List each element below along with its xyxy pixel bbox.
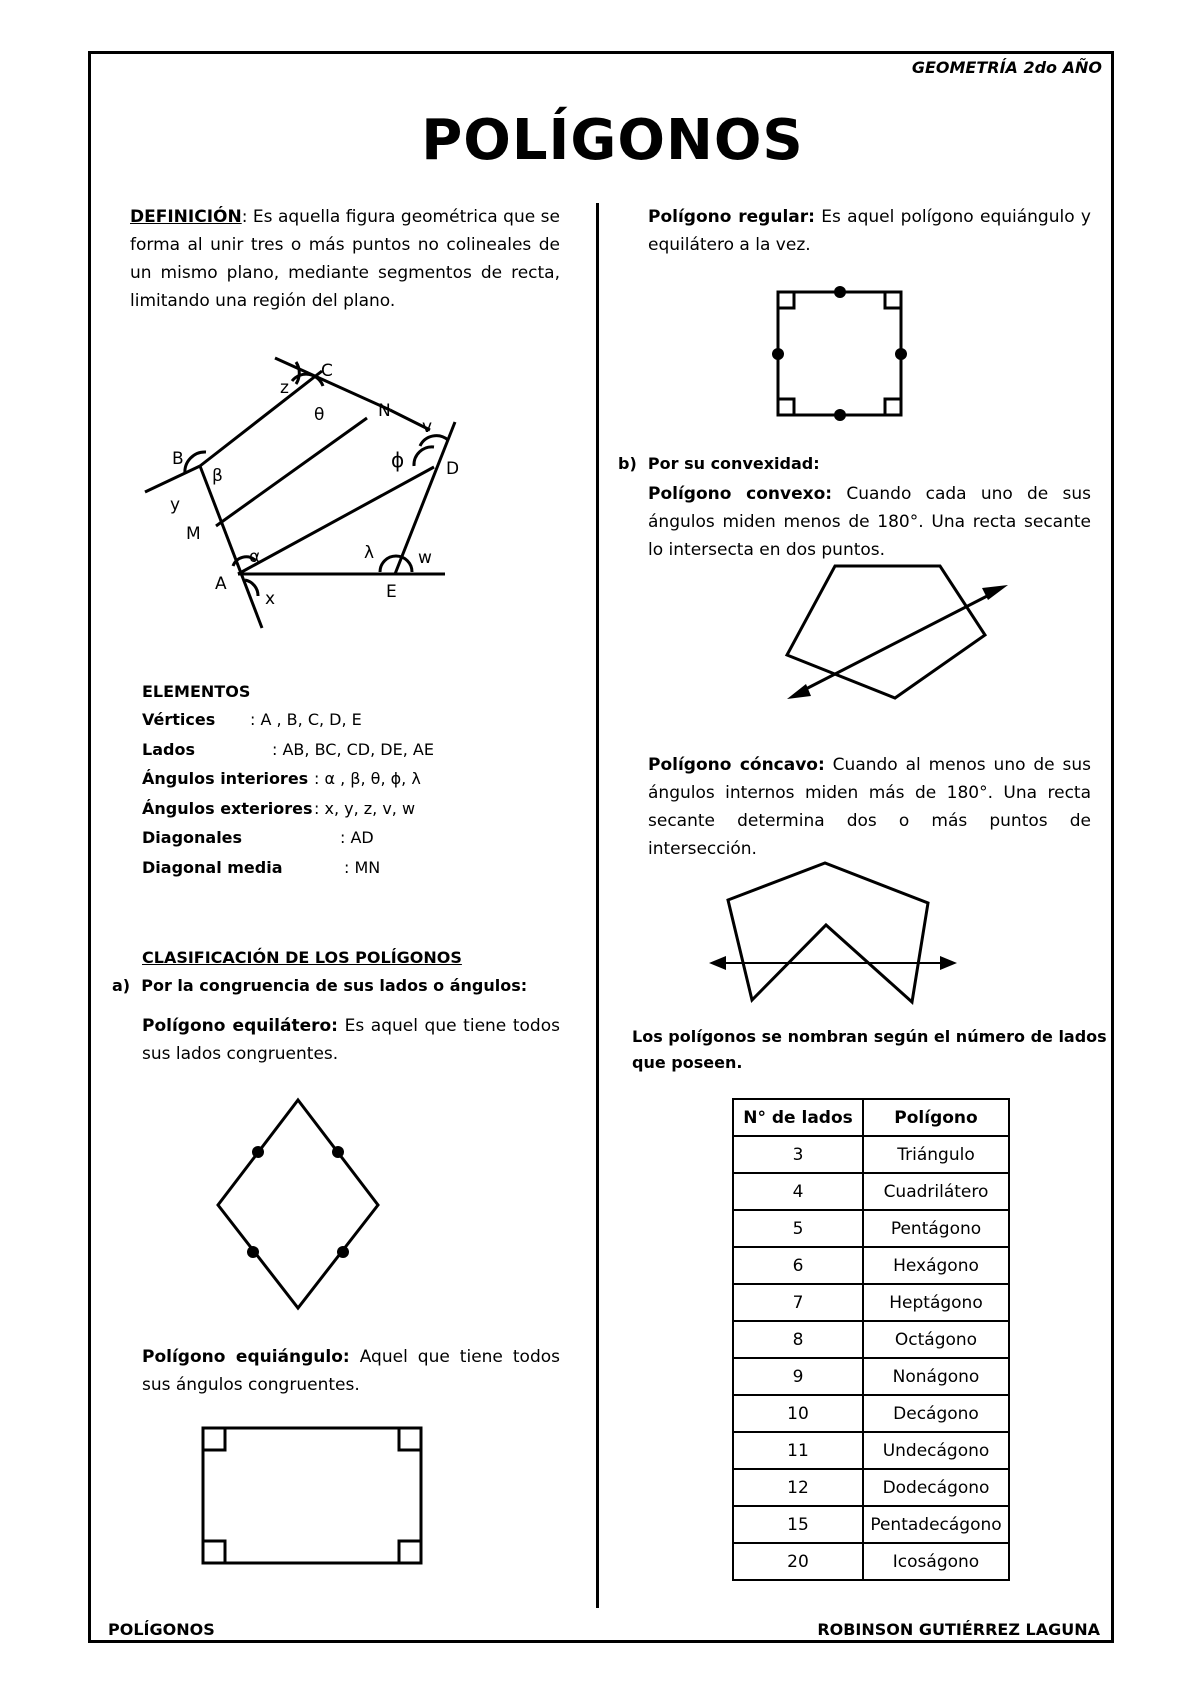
table-row: 15 Pentadecágono bbox=[733, 1506, 1009, 1543]
table-row: 3 Triángulo bbox=[733, 1136, 1009, 1173]
element-row: Ángulos exteriores : x, y, z, v, w bbox=[142, 798, 416, 818]
angle-arc-phi bbox=[414, 447, 434, 466]
label-beta: β bbox=[212, 466, 223, 486]
section-a-title: a) Por la congruencia de sus lados o ángulos: bbox=[112, 976, 528, 995]
table-row: 9 Nonágono bbox=[733, 1358, 1009, 1395]
label-y: y bbox=[170, 495, 181, 515]
label-x: x bbox=[265, 589, 276, 609]
footer-right: ROBINSON GUTIÉRREZ LAGUNA bbox=[817, 1620, 1100, 1639]
equilateral-rhombus-figure bbox=[210, 1090, 390, 1320]
label-w: w bbox=[418, 548, 432, 568]
label-b: B bbox=[172, 449, 184, 469]
definition-paragraph bbox=[130, 203, 560, 315]
naming-note: Los polígonos se nombran según el número de lados que poseen. bbox=[632, 1027, 1107, 1072]
line-side-bc bbox=[200, 371, 325, 466]
table-row: 8 Octágono bbox=[733, 1321, 1009, 1358]
convexo-paragraph: Polígono convexo: Cuando cada uno de sus ángulos miden menos de 180°. Una recta secante lo intersecta en dos puntos. bbox=[648, 484, 1091, 560]
column-divider bbox=[596, 203, 599, 1608]
angle-arc-z bbox=[296, 362, 299, 384]
table-row: 10 Decágono bbox=[733, 1395, 1009, 1432]
element-row: Ángulos interiores : α , β, θ, ϕ, λ bbox=[142, 769, 421, 788]
element-row: Diagonal media : MN bbox=[142, 857, 381, 877]
table-row: 4 Cuadrilátero bbox=[733, 1173, 1009, 1210]
equilatero-paragraph: Polígono equilátero: Es aquel que tiene todos sus lados congruentes. bbox=[142, 1016, 560, 1064]
equiangulo-paragraph: Polígono equiángulo: Aquel que tiene todos sus ángulos congruentes. bbox=[142, 1347, 560, 1395]
label-lambda: λ bbox=[364, 543, 375, 563]
elements-section bbox=[142, 682, 562, 882]
definition-text: : Es aquella figura geométrica que se forma al unir tres o más puntos no colineales de un mismo plano, mediante segmentos de recta, limitando una región del plano. bbox=[130, 207, 560, 311]
label-phi: ϕ bbox=[391, 448, 405, 472]
line-side-yb bbox=[145, 466, 200, 492]
element-row: Lados : AB, BC, CD, DE, AE bbox=[142, 739, 434, 759]
table-header-row bbox=[733, 1099, 1009, 1136]
header-polygon: Polígono bbox=[863, 1099, 1009, 1136]
convex-polygon-figure bbox=[775, 555, 1015, 715]
definition-term: DEFINICIÓN bbox=[130, 207, 242, 227]
label-a: A bbox=[215, 574, 227, 594]
label-theta: θ bbox=[314, 405, 325, 425]
table-row: 20 Icoságono bbox=[733, 1543, 1009, 1580]
equiangular-rectangle-figure bbox=[195, 1420, 435, 1570]
regular-square-figure bbox=[765, 285, 915, 425]
concavo-paragraph: Polígono cóncavo: Cuando al menos uno de sus ángulos internos miden más de 180°. Una recta secante determina dos o más puntos de intersección. bbox=[648, 755, 1091, 859]
angle-arc-v bbox=[420, 436, 448, 446]
element-row: Vértices : A , B, C, D, E bbox=[142, 710, 362, 729]
table-row: 11 Undecágono bbox=[733, 1432, 1009, 1469]
table-row: 7 Heptágono bbox=[733, 1284, 1009, 1321]
regular-paragraph: Polígono regular: Es aquel polígono equiángulo y equilátero a la vez. bbox=[648, 207, 1091, 255]
footer-left: POLÍGONOS bbox=[108, 1620, 215, 1639]
label-alpha: α bbox=[249, 547, 261, 567]
label-d: D bbox=[446, 459, 460, 479]
pentagon-elements-figure bbox=[130, 350, 470, 640]
label-e: E bbox=[386, 582, 397, 602]
label-c: C bbox=[321, 361, 333, 381]
table-row: 6 Hexágono bbox=[733, 1247, 1009, 1284]
page-title: POLÍGONOS bbox=[421, 108, 804, 173]
label-v: v bbox=[422, 417, 433, 437]
element-row: Diagonales : AD bbox=[142, 828, 374, 847]
polygon-names-table bbox=[732, 1098, 1010, 1581]
header-sides: N° de lados bbox=[733, 1099, 863, 1136]
section-b-title: b) Por su convexidad: bbox=[618, 454, 820, 473]
table-row: 5 Pentágono bbox=[733, 1210, 1009, 1247]
label-m: M bbox=[186, 524, 201, 544]
classification-heading: CLASIFICACIÓN DE LOS POLÍGONOS bbox=[142, 948, 462, 967]
concave-polygon-figure bbox=[700, 855, 970, 1010]
label-n: N bbox=[378, 401, 391, 421]
subject-header: GEOMETRÍA 2do AÑO bbox=[911, 58, 1102, 77]
elements-heading: ELEMENTOS bbox=[142, 682, 251, 701]
label-z: z bbox=[280, 378, 289, 398]
table-row: 12 Dodecágono bbox=[733, 1469, 1009, 1506]
